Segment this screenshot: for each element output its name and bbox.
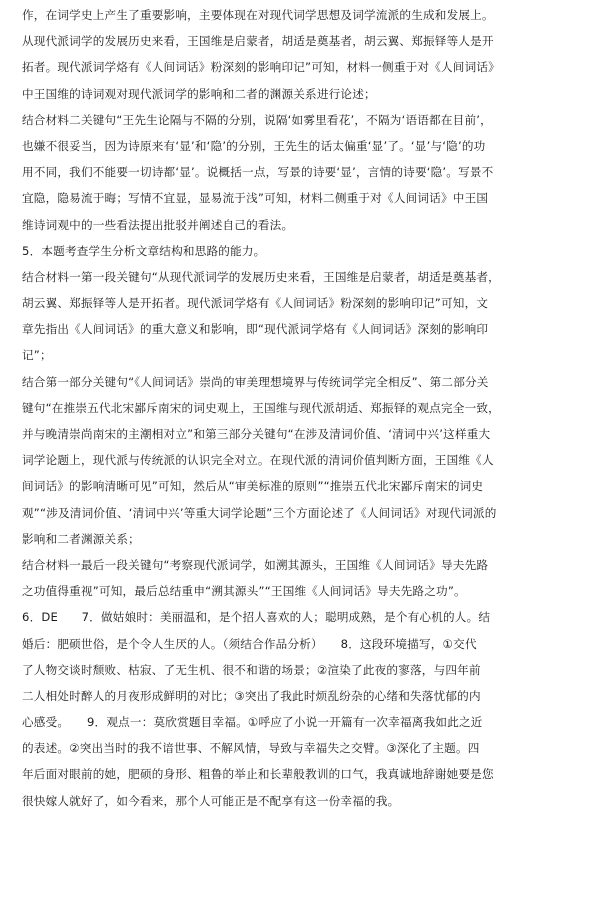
text-line: 的表述。②突出当时的我不谙世事、不解风情，导致与幸福失之交臂。③深化了主题。四 xyxy=(22,741,480,756)
text-line: 结合材料一第一段关键句“从现代派词学的发展历史来看，王国维是启蒙者，胡适是奠基者， xyxy=(22,269,500,284)
text-line: 很快嫁人就好了，如今看来，那个人可能正是不配享有这一份幸福的我。 xyxy=(22,793,400,808)
text-line: 之功值得重视”可知，最后总结重申“溯其源头”“王国维《人间词话》导夫先路之功”。 xyxy=(22,584,466,599)
text-line: 影响和二者渊源关系； xyxy=(22,531,140,546)
text-line: 胡云翼、郑振铎等人是开拓者。现代派词学烙有《人间词话》粉深刻的影响印记”可知，文 xyxy=(22,296,489,311)
text-line: 了人物交谈时颓败、枯寂、了无生机、很不和谐的场景；②渲染了此夜的寥落，与四年前 xyxy=(22,662,481,677)
text-line: 宜隐，隐易流于晦；写情不宜显，显易流于浅”可知，材料二侧重于对《人间词话》中王国 xyxy=(22,191,489,206)
text-line: 婚后：肥硕世俗，是个令人生厌的人。（须结合作品分析） 8．这段环境描写，①交代 xyxy=(22,636,477,651)
text-line: 并与晚清崇尚南宋的主潮相对立”和第三部分关键句“在涉及清词价值、‘清词中兴’这样重大 xyxy=(22,427,491,441)
text-line: 观”“涉及清词价值、‘清词中兴’等重大词学论题”三个方面论述了《人间词话》对现代词派的 xyxy=(22,505,497,520)
text-line: 词学论题上，现代派与传统派的认识完全对立。在现代派的清词价值判断方面，王国维《人 xyxy=(22,453,494,468)
answer-line: 6．DE 7．做姑娘时：美丽温和，是个招人喜欢的人；聪明成熟，是个有心机的人。结 xyxy=(22,610,491,625)
text-line: 间词话》的影响清晰可见”可知，然后从“审美标准的原则”“推崇五代北宋鄙斥南宋的词史 xyxy=(22,479,484,494)
text-line: 结合第一部分关键句“《人间词话》崇尚的审美理想境界与传统词学完全相反”、第二部分关 xyxy=(22,374,489,389)
text-line: 作，在词学史上产生了重要影响，主要体现在对现代词学思想及词学流派的生成和发展上。 xyxy=(22,8,494,22)
text-line: 中王国维的诗词观对现代派词学的影响和二者的渊源关系进行论述； xyxy=(22,86,376,101)
text-line: 拓者。现代派词学烙有《人间词话》粉深刻的影响印记”可知，材料一侧重于对《人间词话》 xyxy=(22,60,500,75)
text-line: 记”； xyxy=(22,348,52,363)
text-line: 键句“在推崇五代北宋鄙斥南宋的词史观上，王国维与现代派胡适、郑振铎的观点完全一致， xyxy=(22,400,500,415)
section-heading: 5．本题考查学生分析文章结构和思路的能力。 xyxy=(22,243,266,258)
text-line: 年后面对眼前的她，肥硕的身形、粗鲁的举止和长辈般教训的口气，我真诚地辞谢她要是您 xyxy=(22,767,494,782)
text-line: 维诗词观中的一些看法提出批驳并阐述自己的看法。 xyxy=(22,217,294,232)
text-line: 从现代派词学的发展历史来看，王国维是启蒙者，胡适是奠基者，胡云翼、郑振铎等人是开 xyxy=(22,34,494,49)
text-line: 结合材料二关键句“王先生论隔与不隔的分别，说隔‘如雾里看花’，不隔为‘语语都在目前’， xyxy=(22,112,492,127)
text-line: 心感受。 9．观点一：莫欣赏题目幸福。①呼应了小说一开篇有一次幸福离我如此之近 xyxy=(22,715,483,730)
text-line: 用不同，我们不能要一切诗都‘显’。说概括一点，写景的诗要‘显’，言情的诗要‘隐’。写景不 xyxy=(22,165,494,180)
text-line: 结合材料一最后一段关键句“考察现代派词学，如溯其源头，王国维《人间词话》导夫先路 xyxy=(22,557,489,572)
text-line: 章先指出《人间词话》的重大意义和影响，即“现代派词学烙有《人间词话》深刻的影响印 xyxy=(22,322,489,337)
text-line: 二人相处时醉人的月夜形成鲜明的对比；③突出了我此时烦乱纷杂的心绪和失落忧郁的内 xyxy=(22,688,481,703)
text-line: 也嫌不很妥当，因为诗原来有‘显’和‘隐’的分别，王先生的话太偏重‘显’了。‘显’与‘隐’的功 xyxy=(22,138,486,153)
